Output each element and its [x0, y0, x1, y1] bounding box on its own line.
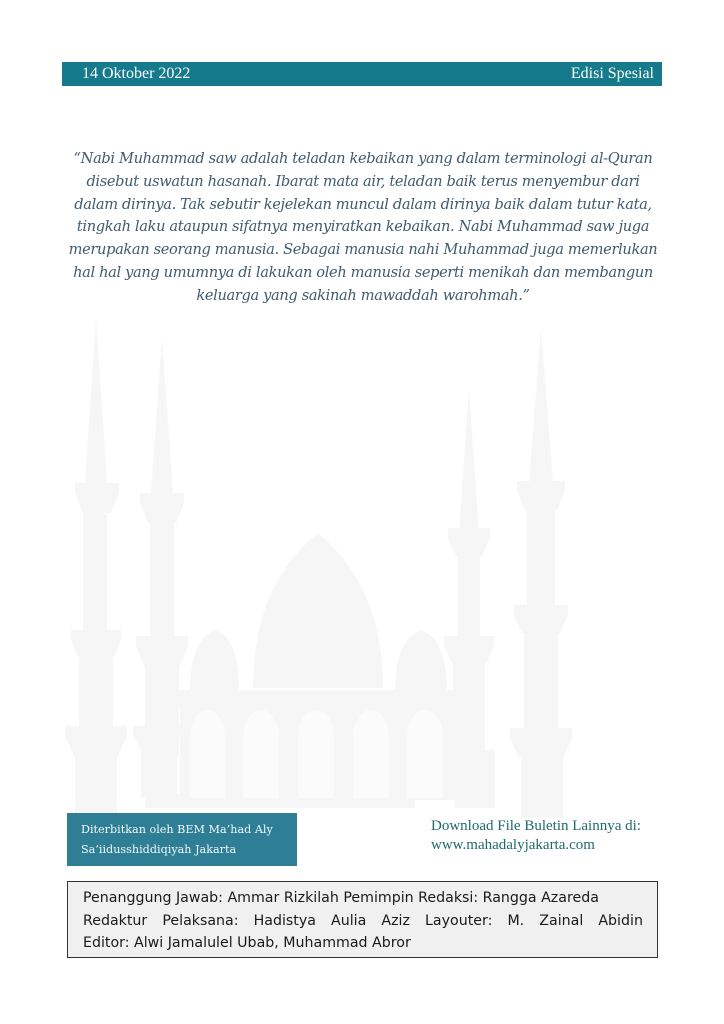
minaret-left-inner: [133, 338, 188, 798]
left-dome: [190, 630, 239, 693]
publisher-line: Diterbitkan oleh BEM Ma’had Aly: [81, 823, 273, 836]
credits-box: [67, 881, 658, 958]
quote-line: tingkah laku ataupun sifatnya menyiratkan kebaikan. Nabi Muhammad saw juga: [76, 218, 650, 236]
publisher-box: [67, 813, 297, 866]
mosque-silhouette-icon: [55, 318, 675, 818]
minaret-left-outer: [65, 318, 127, 818]
minaret-right-outer: [510, 328, 572, 818]
credits-line-1: Penanggung Jawab: Ammar Rizkilah Pemimpin Redaksi: Rangga Azareda: [83, 890, 599, 906]
credits-word: Aziz: [381, 912, 410, 929]
right-dome: [395, 630, 447, 693]
credits-word: Aulia: [331, 912, 367, 929]
quote-line: keluarga yang sakinah mawaddah warohmah.”: [196, 286, 530, 304]
quote-line: dalam dirinya. Tak sebutir kejelekan muncul dalam dirinya baik dalam tutur kata,: [74, 195, 652, 213]
credits-word: Abidin: [598, 912, 643, 929]
main-dome: [253, 533, 383, 688]
credits-word: Layouter:: [425, 912, 493, 929]
edition-label: Edisi Spesial: [570, 65, 654, 82]
credits-word: Pelaksana:: [162, 912, 239, 929]
quote-line: disebut uswatun hasanah. Ibarat mata air, teladan baik terus menyembur dari: [86, 172, 640, 190]
download-link[interactable]: www.mahadalyjakarta.com: [431, 837, 595, 853]
quote-line: hal hal yang umumnya di lakukan oleh manusia seperti menikah dan membangun: [73, 263, 653, 281]
download-info: [431, 817, 641, 855]
credits-word: M.: [507, 912, 525, 929]
download-label: Download File Buletin Lainnya di:: [431, 818, 641, 834]
credits-word: Zainal: [539, 912, 584, 929]
credits-line-2: [83, 910, 643, 933]
credits-word: Redaktur: [83, 912, 148, 929]
credits-word: Hadistya: [253, 912, 316, 929]
issue-date: 14 Oktober 2022: [82, 65, 191, 82]
publisher-line: Sa’iidusshiddiqiyah Jakarta: [81, 843, 237, 856]
quote-line: “Nabi Muhammad saw adalah teladan kebaikan yang dalam terminologi al-Quran: [73, 150, 653, 167]
quote-line: merupakan seorang manusia. Sebagai manusia nahi Muhammad juga memerlukan: [68, 241, 658, 259]
credits-line-3: Editor: Alwi Jamalulel Ubab, Muhammad Abror: [83, 935, 411, 951]
quote-paragraph: [58, 148, 668, 308]
header-bar: [62, 62, 662, 86]
